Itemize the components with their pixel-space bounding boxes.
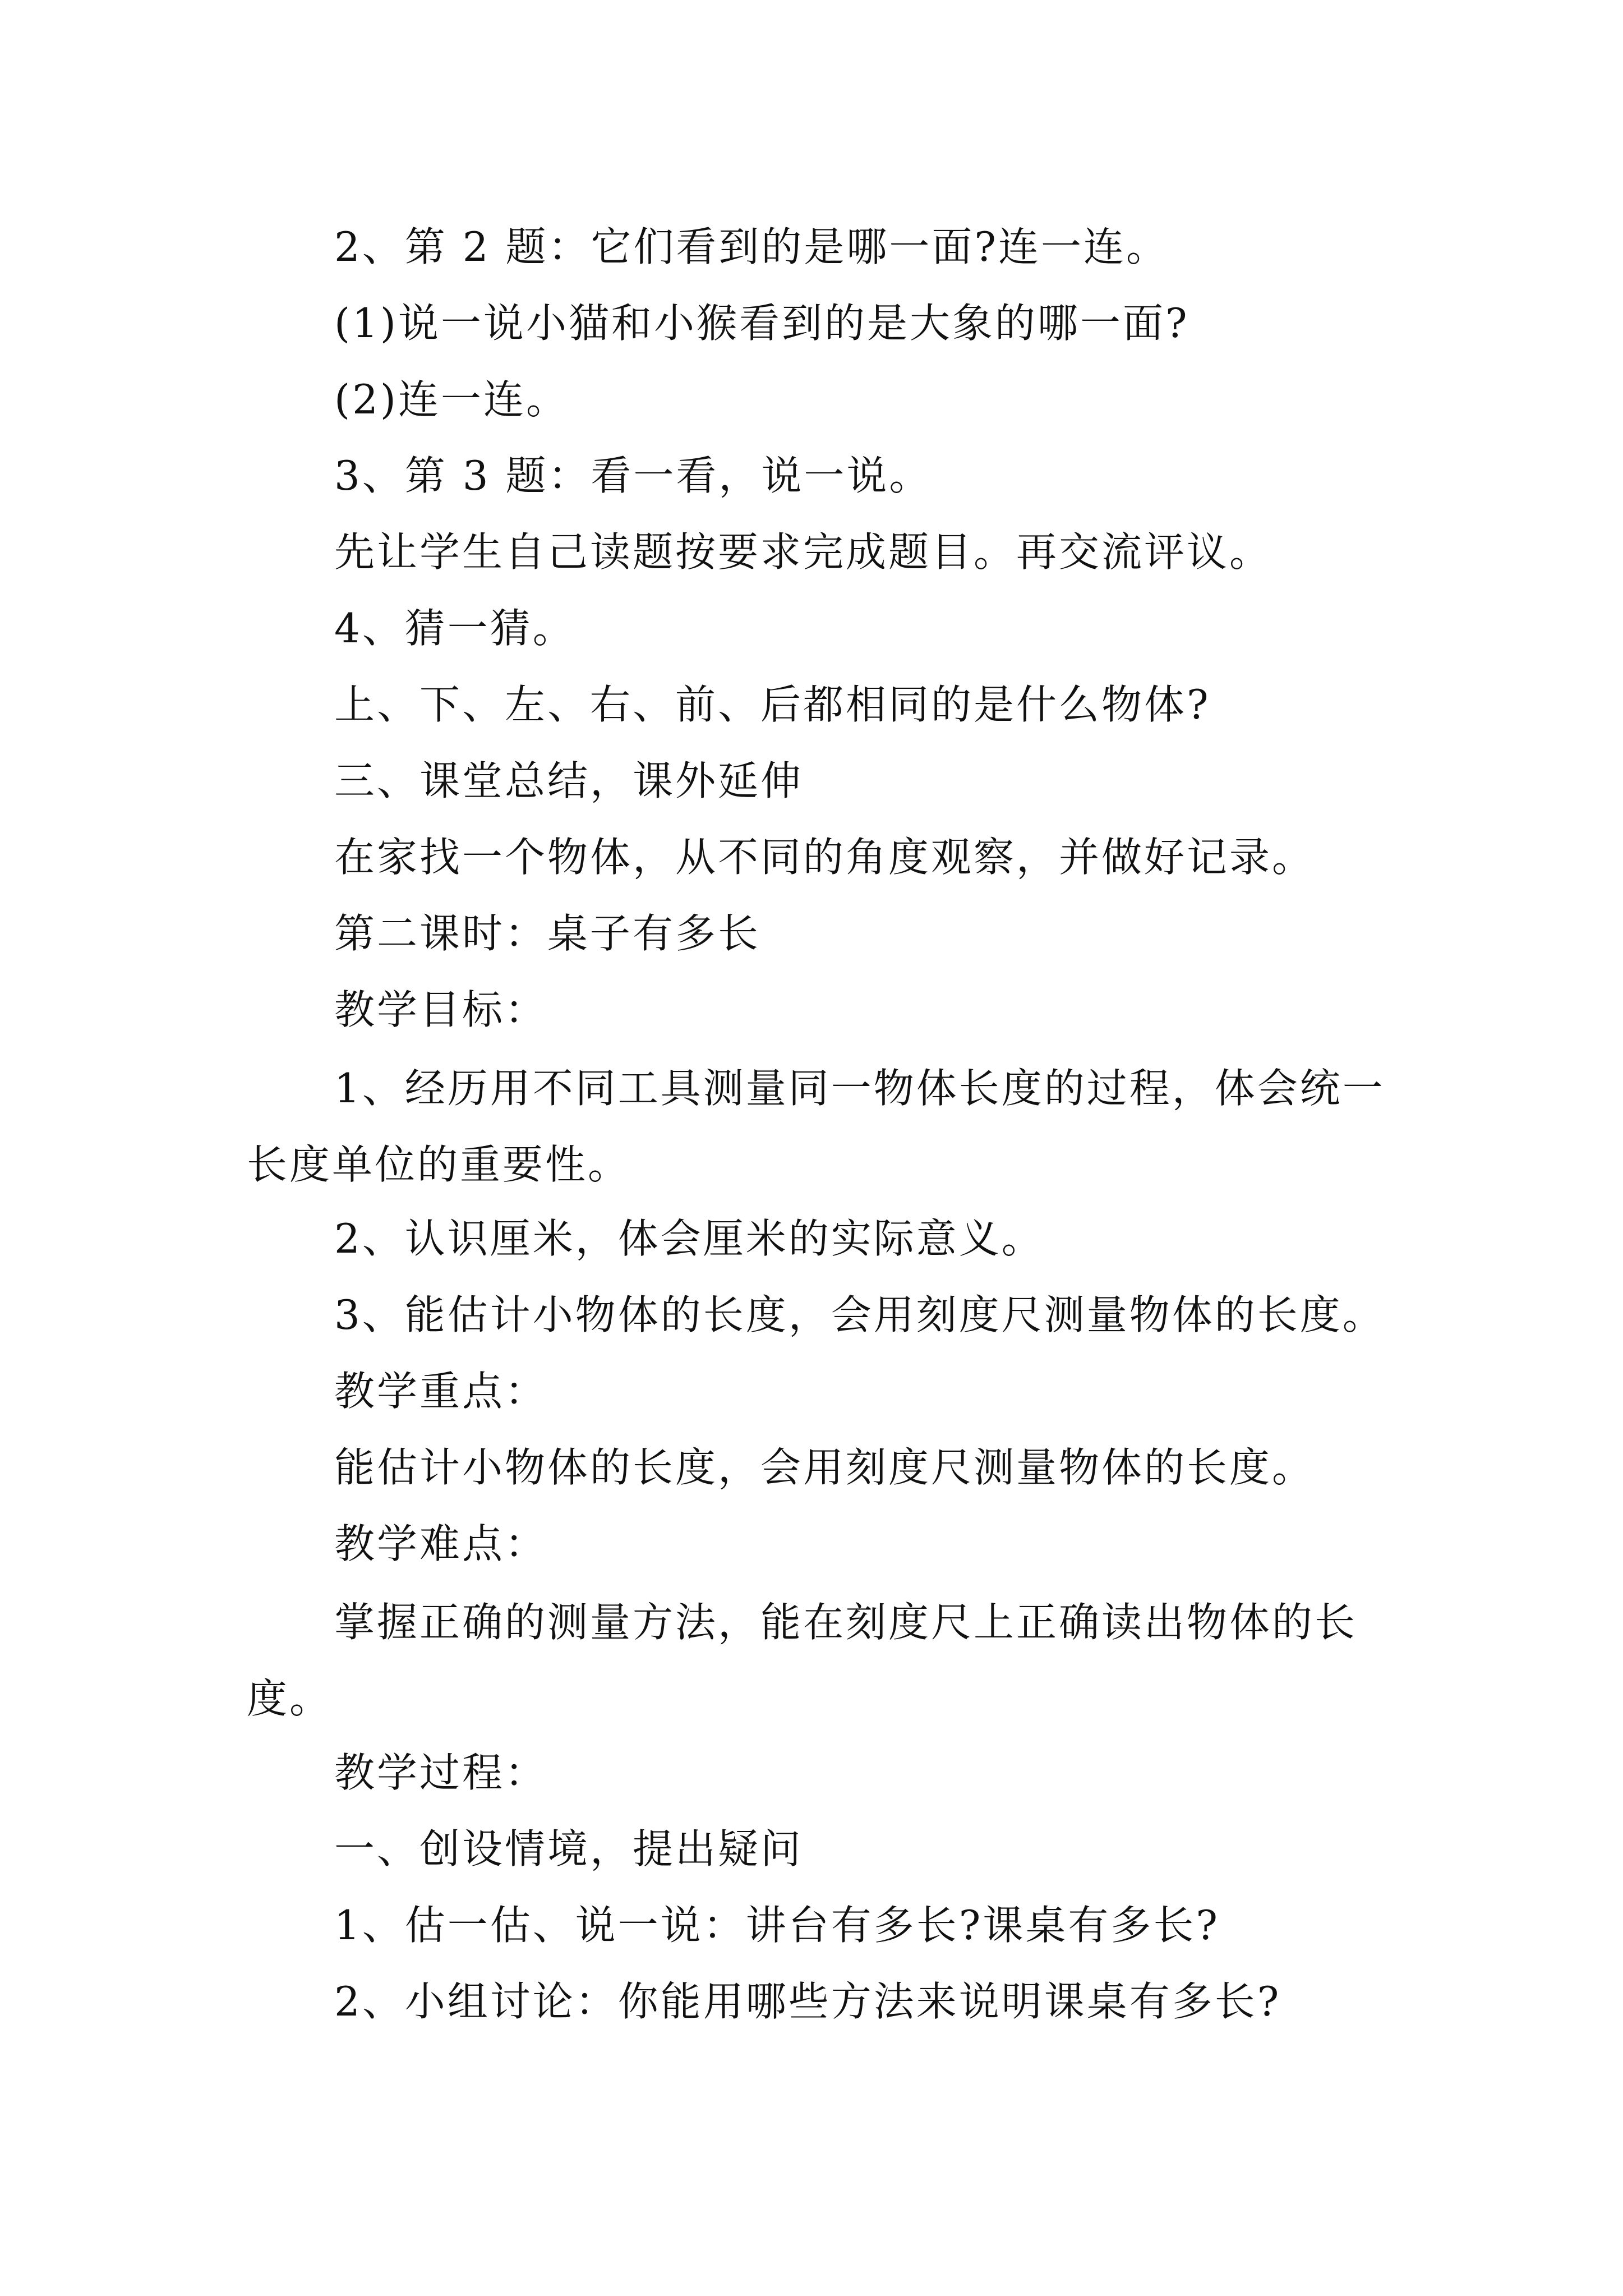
paragraph-key-point: 能估计小物体的长度，会用刻度尺测量物体的长度。 (334, 1444, 1315, 1491)
heading-teaching-process: 教学过程： (334, 1749, 548, 1796)
paragraph-goal-2: 2、认识厘米，体会厘米的实际意义。 (334, 1215, 1044, 1262)
heading-key-points: 教学重点： (334, 1368, 548, 1415)
paragraph-question-4: 4、猜一猜。 (334, 605, 575, 652)
lesson-title: 第二课时：桌子有多长 (334, 910, 761, 957)
paragraph-question-2: 2、第 2 题：它们看到的是哪一面?连一连。 (334, 223, 1169, 270)
heading-teaching-goals: 教学目标： (334, 986, 548, 1033)
paragraph-question-4-riddle: 上、下、左、右、前、后都相同的是什么物体? (334, 681, 1211, 728)
paragraph-group-discussion: 2、小组讨论：你能用哪些方法来说明课桌有多长? (334, 1978, 1281, 2025)
paragraph-goal-3: 3、能估计小物体的长度，会用刻度尺测量物体的长度。 (334, 1291, 1385, 1338)
section-heading-scenario: 一、创设情境，提出疑问 (334, 1825, 804, 1872)
paragraph-estimate: 1、估一估、说一说：讲台有多长?课桌有多长? (334, 1902, 1220, 1949)
heading-difficult-points: 教学难点： (334, 1520, 548, 1567)
paragraph-question-3-instruction: 先让学生自己读题按要求完成题目。再交流评议。 (334, 528, 1272, 576)
section-heading-summary: 三、课堂总结，课外延伸 (334, 757, 804, 804)
paragraph-question-2-part-2: (2)连一连。 (334, 376, 569, 423)
paragraph-question-3: 3、第 3 题：看一看，说一说。 (334, 452, 932, 499)
paragraph-difficult-point: 掌握正确的测量方法，能在刻度尺上正确读出物体的长度。 (247, 1599, 1358, 1722)
paragraph-homework: 在家找一个物体，从不同的角度观察，并做好记录。 (334, 834, 1315, 881)
paragraph-question-2-part-1: (1)说一说小猫和小猴看到的是大象的哪一面? (334, 300, 1189, 347)
paragraph-goal-1: 1、经历用不同工具测量同一物体长度的过程，体会统一长度单位的重要性。 (247, 1065, 1385, 1188)
